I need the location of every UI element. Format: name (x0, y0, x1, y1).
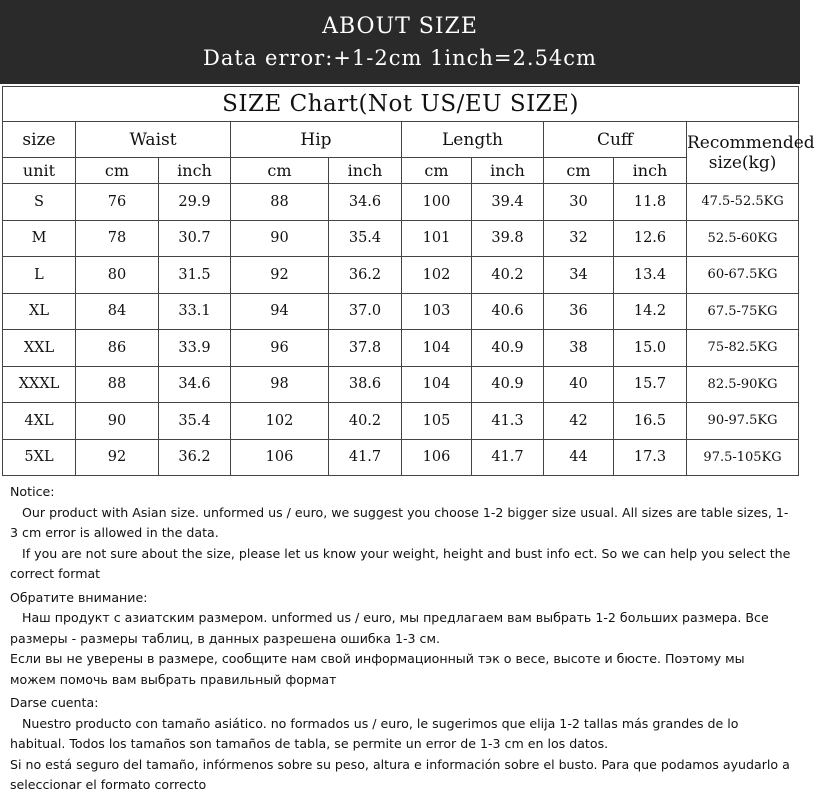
unit-cell: inch (472, 157, 544, 183)
notice-spanish (10, 693, 794, 796)
recommended-cell: 90-97.5KG (687, 403, 799, 439)
table-row (3, 293, 799, 329)
value-cell: 40 (544, 366, 614, 402)
value-cell: 84 (76, 293, 159, 329)
value-cell: 29.9 (159, 184, 231, 220)
table-row (3, 257, 799, 293)
value-cell: 98 (231, 366, 329, 402)
about-size-header (0, 0, 800, 84)
value-cell: 38.6 (329, 366, 402, 402)
notice-section (10, 482, 794, 796)
size-cell: 5XL (3, 439, 76, 475)
value-cell: 35.4 (159, 403, 231, 439)
value-cell: 40.6 (472, 293, 544, 329)
value-cell: 90 (76, 403, 159, 439)
unit-cell: inch (159, 157, 231, 183)
value-cell: 44 (544, 439, 614, 475)
value-cell: 33.9 (159, 330, 231, 366)
notice-paragraph: Наш продукт с азиатским размером. unformed us / euro, мы предлагаем вам выбрать 1-2 больших размера. Все размеры - размеры таблиц, в данных разрешена ошибка 1-3 см. (10, 610, 769, 646)
value-cell: 101 (402, 220, 472, 256)
size-cell: S (3, 184, 76, 220)
value-cell: 80 (76, 257, 159, 293)
unit-cell: cm (402, 157, 472, 183)
chart-title: SIZE Chart(Not US/EU SIZE) (3, 87, 799, 122)
value-cell: 32 (544, 220, 614, 256)
value-cell: 11.8 (614, 184, 687, 220)
recommended-cell: 52.5-60KG (687, 220, 799, 256)
notice-heading-es: Darse cuenta: (10, 695, 99, 710)
notice-english (10, 482, 794, 585)
value-cell: 103 (402, 293, 472, 329)
unit-cell: inch (329, 157, 402, 183)
value-cell: 88 (231, 184, 329, 220)
value-cell: 36.2 (329, 257, 402, 293)
size-cell: XXL (3, 330, 76, 366)
cuff-header: Cuff (544, 122, 687, 157)
table-row (3, 184, 799, 220)
recommended-unit-label: size(kg) (708, 152, 777, 173)
value-cell: 40.2 (329, 403, 402, 439)
table-row (3, 403, 799, 439)
hip-header: Hip (231, 122, 402, 157)
value-cell: 30 (544, 184, 614, 220)
recommended-label: Recommended (687, 132, 815, 153)
header-title: ABOUT SIZE (322, 14, 478, 39)
notice-heading-ru: Обратите внимание: (10, 589, 148, 605)
size-cell: 4XL (3, 403, 76, 439)
value-cell: 37.8 (329, 330, 402, 366)
value-cell: 92 (76, 439, 159, 475)
value-cell: 39.8 (472, 220, 544, 256)
recommended-cell: 82.5-90KG (687, 366, 799, 402)
value-cell: 33.1 (159, 293, 231, 329)
value-cell: 16.5 (614, 403, 687, 439)
value-cell: 12.6 (614, 220, 687, 256)
recommended-cell: 67.5-75KG (687, 293, 799, 329)
value-cell: 34.6 (159, 366, 231, 402)
value-cell: 36.2 (159, 439, 231, 475)
unit-cell: inch (614, 157, 687, 183)
size-cell: M (3, 220, 76, 256)
value-cell: 36 (544, 293, 614, 329)
size-cell: XXXL (3, 366, 76, 402)
waist-header: Waist (76, 122, 231, 157)
value-cell: 104 (402, 330, 472, 366)
value-cell: 15.0 (614, 330, 687, 366)
value-cell: 102 (402, 257, 472, 293)
value-cell: 15.7 (614, 366, 687, 402)
size-cell: L (3, 257, 76, 293)
value-cell: 94 (231, 293, 329, 329)
value-cell: 38 (544, 330, 614, 366)
size-column-header: size (3, 122, 76, 157)
value-cell: 105 (402, 403, 472, 439)
notice-heading-en: Notice: (10, 484, 55, 499)
header-subtitle: Data error:+1-2cm 1inch=2.54cm (203, 46, 597, 70)
notice-paragraph: If you are not sure about the size, please let us know your weight, height and bust info ect. So we can help you select the correct format (10, 545, 791, 581)
size-cell: XL (3, 293, 76, 329)
unit-cell: cm (231, 157, 329, 183)
value-cell: 41.7 (329, 439, 402, 475)
value-cell: 30.7 (159, 220, 231, 256)
recommended-cell: 47.5-52.5KG (687, 184, 799, 220)
value-cell: 78 (76, 220, 159, 256)
value-cell: 37.0 (329, 293, 402, 329)
value-cell: 96 (231, 330, 329, 366)
recommended-cell: 60-67.5KG (687, 257, 799, 293)
value-cell: 86 (76, 330, 159, 366)
notice-russian (10, 588, 794, 691)
notice-paragraph: Если вы не уверены в размере, сообщите нам свой информационный тэк о весе, высоте и бюсте. Поэтому мы можем помочь вам выбрать правильный формат (10, 651, 745, 687)
value-cell: 42 (544, 403, 614, 439)
value-cell: 39.4 (472, 184, 544, 220)
value-cell: 92 (231, 257, 329, 293)
table-row (3, 220, 799, 256)
value-cell: 40.9 (472, 330, 544, 366)
value-cell: 34 (544, 257, 614, 293)
value-cell: 41.7 (472, 439, 544, 475)
unit-cell: cm (76, 157, 159, 183)
value-cell: 34.6 (329, 184, 402, 220)
notice-paragraph: Nuestro producto con tamaño asiático. no formados us / euro, le sugerimos que elija 1-2 tallas más grandes de lo habitual. Todos los tamaños son tamaños de tabla, se permite un error de 1-3 cm en los datos. (10, 715, 739, 751)
recommended-cell: 75-82.5KG (687, 330, 799, 366)
recommended-size-header (687, 122, 815, 184)
table-row (3, 330, 799, 366)
table-row (3, 439, 799, 475)
value-cell: 40.9 (472, 366, 544, 402)
value-cell: 14.2 (614, 293, 687, 329)
value-cell: 76 (76, 184, 159, 220)
table-row (3, 366, 799, 402)
notice-paragraph: Our product with Asian size. unformed us / euro, we suggest you choose 1-2 bigger size usual. All sizes are table sizes, 1-3 cm error is allowed in the data. (10, 504, 789, 540)
value-cell: 31.5 (159, 257, 231, 293)
value-cell: 88 (76, 366, 159, 402)
value-cell: 106 (402, 439, 472, 475)
unit-label: unit (3, 157, 76, 183)
value-cell: 13.4 (614, 257, 687, 293)
value-cell: 35.4 (329, 220, 402, 256)
value-cell: 40.2 (472, 257, 544, 293)
value-cell: 106 (231, 439, 329, 475)
length-header: Length (402, 122, 544, 157)
size-chart-table (2, 86, 815, 476)
unit-cell: cm (544, 157, 614, 183)
notice-paragraph: Si no está seguro del tamaño, infórmenos sobre su peso, altura e información sobre el busto. Para que podamos ayudarlo a seleccionar el formato correcto (10, 756, 790, 792)
value-cell: 41.3 (472, 403, 544, 439)
recommended-cell: 97.5-105KG (687, 439, 799, 475)
value-cell: 102 (231, 403, 329, 439)
value-cell: 90 (231, 220, 329, 256)
value-cell: 17.3 (614, 439, 687, 475)
value-cell: 100 (402, 184, 472, 220)
value-cell: 104 (402, 366, 472, 402)
